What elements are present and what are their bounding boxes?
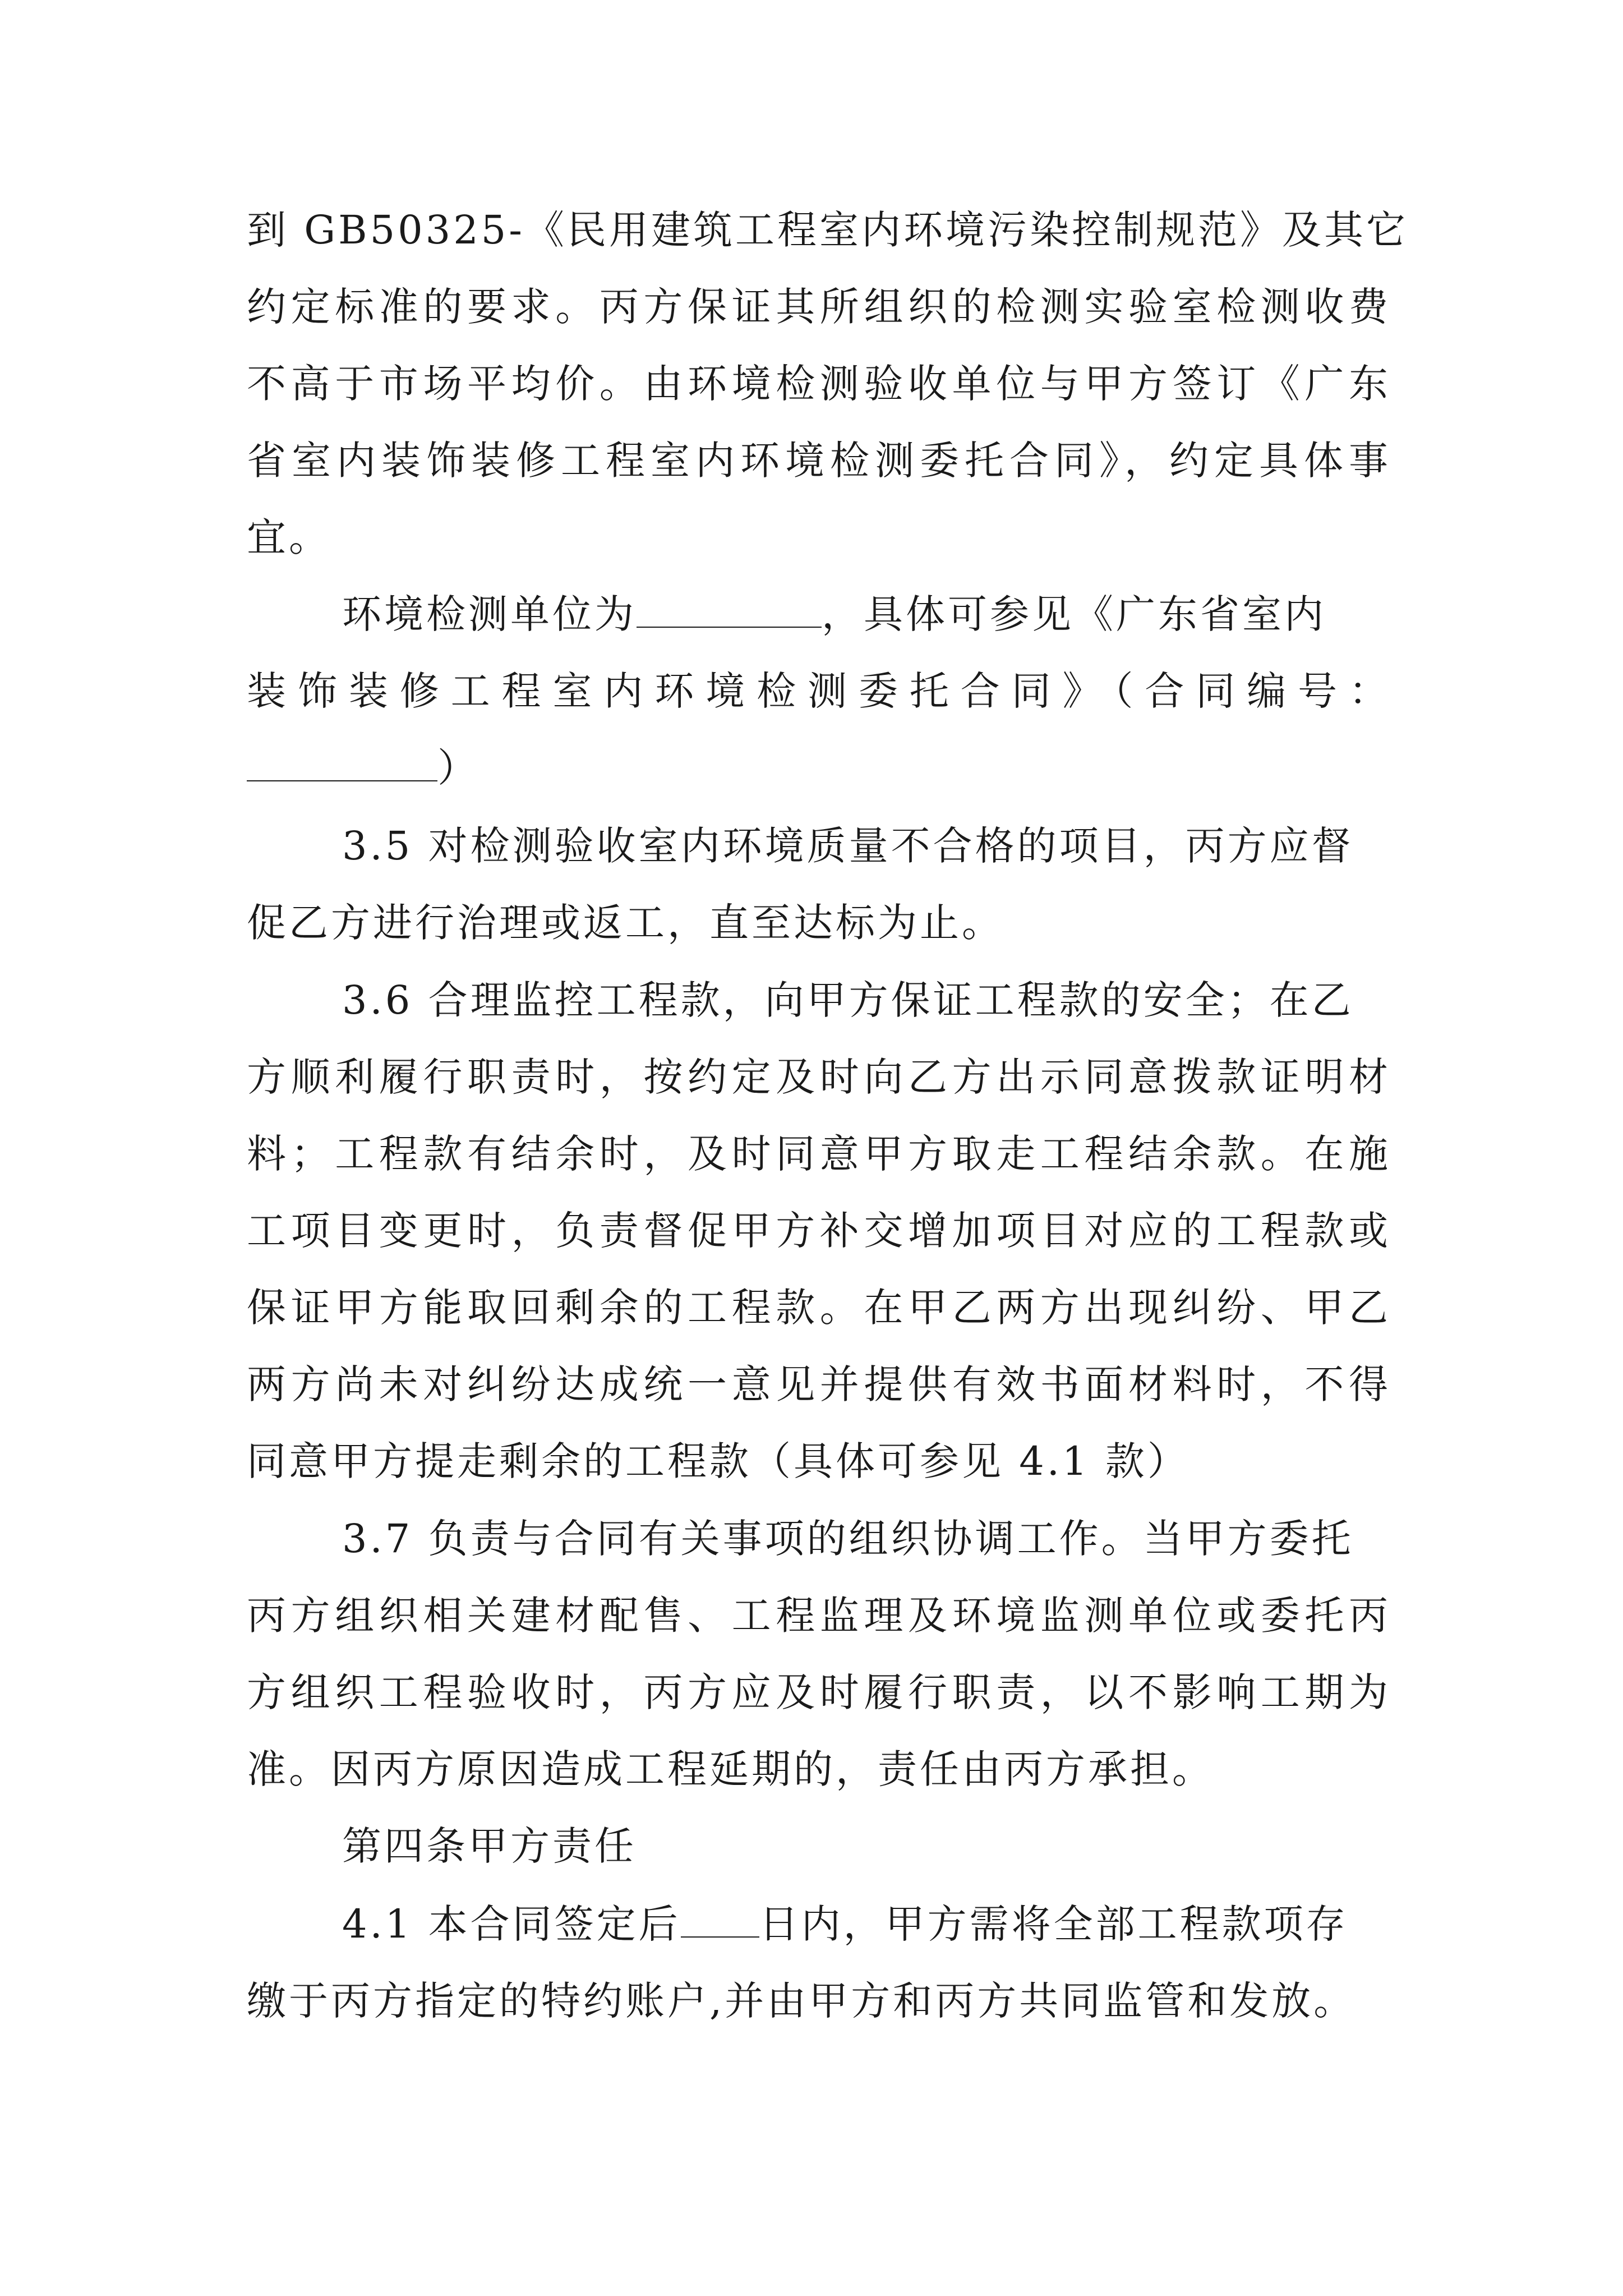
text-line: 准。因丙方原因造成工程延期的，责任由丙方承担。	[247, 1746, 1214, 1792]
text-line: 省室内装饰装修工程室内环境检测委托合同》，约定具体事	[247, 438, 1391, 484]
text-line: 促乙方进行治理或返工，直至达标为止。	[247, 900, 1004, 946]
text-line: 缴于丙方指定的特约账户,并由甲方和丙方共同监管和发放。	[247, 1978, 1356, 2024]
text-line: 保证甲方能取回剩余的工程款。在甲乙两方出现纠纷、甲乙	[247, 1285, 1391, 1331]
text-line: 方组织工程验收时，丙方应及时履行职责，以不影响工期为	[247, 1669, 1391, 1715]
inspection-unit-line	[342, 589, 1391, 639]
clause-4-1-prefix: 4.1 本合同签定后	[342, 1901, 681, 1947]
clause-3-7-line: 3.7 负责与合同有关事项的组织协调工作。当甲方委托	[342, 1516, 1354, 1562]
clause-4-1-suffix: 日内，甲方需将全部工程款项存	[759, 1901, 1348, 1947]
inspection-unit-reference: ，具体可参见《广东省室内	[822, 591, 1326, 637]
text-line: 工项目变更时，负责督促甲方补交增加项目对应的工程款或	[247, 1208, 1391, 1254]
text-line: 同意甲方提走剩余的工程款（具体可参见 4.1 款）	[247, 1438, 1189, 1484]
clause-3-5-line: 3.5 对检测验收室内环境质量不合格的项目，丙方应督	[342, 823, 1354, 869]
text-line: 装饰装修工程室内环境检测委托合同》（合同编号：	[247, 668, 1391, 714]
article-4-heading: 第四条甲方责任	[342, 1823, 637, 1869]
inspection-unit-label: 环境检测单位为	[342, 591, 637, 637]
inspection-unit-blank	[637, 591, 822, 628]
text-line: 料；工程款有结余时，及时同意甲方取走工程结余款。在施	[247, 1131, 1391, 1177]
text-line: 宜。	[247, 514, 331, 560]
contract-number-close: ）	[437, 745, 479, 791]
days-blank	[681, 1901, 759, 1938]
text-line: 不高于市场平均价。由环境检测验收单位与甲方签订《广东	[247, 361, 1391, 407]
contract-number-blank	[247, 744, 437, 781]
text-line: 丙方组织相关建材配售、工程监理及环境监测单位或委托丙	[247, 1593, 1391, 1639]
text-line: 方顺利履行职责时，按约定及时向乙方出示同意拨款证明材	[247, 1054, 1391, 1100]
clause-3-6-line: 3.6 合理监控工程款，向甲方保证工程款的安全；在乙	[342, 977, 1354, 1023]
text-line: 两方尚未对纠纷达成统一意见并提供有效书面材料时，不得	[247, 1361, 1391, 1407]
text-line: 到 GB50325-《民用建筑工程室内环境污染控制规范》及其它	[247, 207, 1408, 253]
text-line: 约定标准的要求。丙方保证其所组织的检测实验室检测收费	[247, 284, 1391, 330]
contract-number-line	[247, 743, 1391, 793]
clause-4-1-line	[342, 1899, 1391, 1949]
